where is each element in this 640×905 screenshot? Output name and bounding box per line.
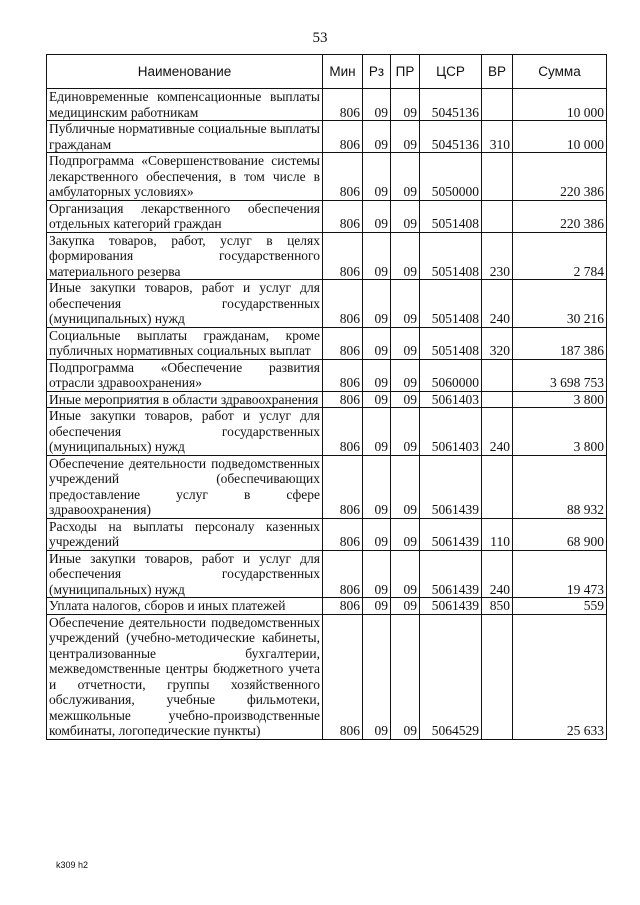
- cell-sum: 559: [513, 598, 607, 615]
- cell-rz: 09: [363, 455, 391, 518]
- table-row: [47, 232, 607, 280]
- table-row: [47, 391, 607, 408]
- cell-pr: 09: [391, 327, 420, 359]
- cell-vr: [482, 359, 513, 391]
- cell-name: Подпрограмма «Обеспечение развития отрасли здравоохранения»: [47, 359, 323, 391]
- budget-table: [46, 54, 607, 740]
- cell-sum: 2 784: [513, 232, 607, 280]
- cell-rz: 09: [363, 359, 391, 391]
- cell-name: Подпрограмма «Совершенствование системы лекарственного обеспечения, в том числе в амбулаторных условиях»: [47, 153, 323, 201]
- cell-sum: 10 000: [513, 89, 607, 121]
- cell-min: 806: [323, 455, 363, 518]
- table-row: [47, 359, 607, 391]
- table-row: [47, 280, 607, 328]
- cell-pr: 09: [391, 550, 420, 598]
- cell-rz: 09: [363, 121, 391, 153]
- cell-rz: 09: [363, 550, 391, 598]
- cell-pr: 09: [391, 391, 420, 408]
- cell-name: Обеспечение деятельности подведомственных учреждений (обеспечивающих предоставление услуг в сфере здравоохранения): [47, 455, 323, 518]
- cell-rz: 09: [363, 232, 391, 280]
- cell-min: 806: [323, 89, 363, 121]
- table-row: [47, 455, 607, 518]
- table-row: [47, 518, 607, 550]
- cell-sum: 3 800: [513, 391, 607, 408]
- cell-pr: 09: [391, 121, 420, 153]
- cell-csr: 5061403: [420, 391, 482, 408]
- cell-pr: 09: [391, 359, 420, 391]
- cell-name: Закупка товаров, работ, услуг в целях формирования государственного материального резерва: [47, 232, 323, 280]
- cell-min: 806: [323, 391, 363, 408]
- cell-name: Социальные выплаты гражданам, кроме публичных нормативных социальных выплат: [47, 327, 323, 359]
- cell-min: 806: [323, 359, 363, 391]
- cell-rz: 09: [363, 327, 391, 359]
- cell-min: 806: [323, 550, 363, 598]
- cell-rz: 09: [363, 598, 391, 615]
- cell-min: 806: [323, 518, 363, 550]
- cell-vr: 320: [482, 327, 513, 359]
- cell-sum: 220 386: [513, 153, 607, 201]
- cell-sum: 187 386: [513, 327, 607, 359]
- cell-sum: 68 900: [513, 518, 607, 550]
- header-csr: ЦСР: [420, 55, 482, 89]
- header-rz: Рз: [363, 55, 391, 89]
- cell-sum: 3 698 753: [513, 359, 607, 391]
- table-row: [47, 327, 607, 359]
- cell-vr: [482, 89, 513, 121]
- header-min: Мин: [323, 55, 363, 89]
- cell-vr: 850: [482, 598, 513, 615]
- cell-csr: 5051408: [420, 327, 482, 359]
- table-row: [47, 89, 607, 121]
- cell-rz: 09: [363, 280, 391, 328]
- cell-vr: [482, 614, 513, 739]
- cell-csr: 5061439: [420, 455, 482, 518]
- table-row: [47, 153, 607, 201]
- cell-name: Уплата налогов, сборов и иных платежей: [47, 598, 323, 615]
- table-row: [47, 614, 607, 739]
- cell-rz: 09: [363, 391, 391, 408]
- cell-name: Расходы на выплаты персоналу казенных учреждений: [47, 518, 323, 550]
- cell-vr: 240: [482, 550, 513, 598]
- cell-vr: 110: [482, 518, 513, 550]
- cell-pr: 09: [391, 614, 420, 739]
- cell-csr: 5064529: [420, 614, 482, 739]
- cell-sum: 19 473: [513, 550, 607, 598]
- cell-min: 806: [323, 408, 363, 456]
- cell-pr: 09: [391, 455, 420, 518]
- table-row: [47, 200, 607, 232]
- table-row: [47, 408, 607, 456]
- cell-vr: [482, 455, 513, 518]
- cell-rz: 09: [363, 614, 391, 739]
- cell-pr: 09: [391, 518, 420, 550]
- cell-csr: 5061439: [420, 518, 482, 550]
- cell-vr: 310: [482, 121, 513, 153]
- header-name: Наименование: [47, 55, 323, 89]
- cell-name: Обеспечение деятельности подведомственных учреждений (учебно-методические кабинеты, централизованные бухгалтерии, межведомственные центры бюджетного учета и отчетности, группы хозяйственного обслуживания, учебные фильмотеки, межшкольные учебно-производственные комбинаты, логопедические пункты): [47, 614, 323, 739]
- table-row: [47, 121, 607, 153]
- cell-csr: 5045136: [420, 121, 482, 153]
- cell-pr: 09: [391, 89, 420, 121]
- cell-name: Публичные нормативные социальные выплаты гражданам: [47, 121, 323, 153]
- cell-rz: 09: [363, 89, 391, 121]
- cell-vr: [482, 391, 513, 408]
- cell-pr: 09: [391, 232, 420, 280]
- cell-vr: 240: [482, 280, 513, 328]
- cell-vr: 230: [482, 232, 513, 280]
- cell-name: Иные мероприятия в области здравоохранения: [47, 391, 323, 408]
- cell-sum: 30 216: [513, 280, 607, 328]
- cell-sum: 88 932: [513, 455, 607, 518]
- cell-rz: 09: [363, 200, 391, 232]
- cell-min: 806: [323, 200, 363, 232]
- cell-pr: 09: [391, 280, 420, 328]
- table-row: [47, 598, 607, 615]
- cell-rz: 09: [363, 153, 391, 201]
- cell-min: 806: [323, 598, 363, 615]
- cell-sum: 10 000: [513, 121, 607, 153]
- header-sum: Сумма: [513, 55, 607, 89]
- page-number: 53: [312, 30, 328, 46]
- table-row: [47, 550, 607, 598]
- table-header-row: [47, 55, 607, 89]
- cell-min: 806: [323, 614, 363, 739]
- cell-rz: 09: [363, 518, 391, 550]
- cell-name: Иные закупки товаров, работ и услуг для обеспечения государственных (муниципальных) нужд: [47, 408, 323, 456]
- cell-min: 806: [323, 153, 363, 201]
- footer-code: k309 h2: [56, 860, 89, 870]
- cell-pr: 09: [391, 408, 420, 456]
- cell-csr: 5051408: [420, 280, 482, 328]
- cell-min: 806: [323, 121, 363, 153]
- cell-name: Иные закупки товаров, работ и услуг для обеспечения государственных (муниципальных) нужд: [47, 280, 323, 328]
- cell-min: 806: [323, 232, 363, 280]
- cell-csr: 5061439: [420, 598, 482, 615]
- cell-csr: 5061439: [420, 550, 482, 598]
- cell-csr: 5060000: [420, 359, 482, 391]
- cell-vr: [482, 153, 513, 201]
- cell-vr: 240: [482, 408, 513, 456]
- cell-sum: 25 633: [513, 614, 607, 739]
- cell-name: Единовременные компенсационные выплаты медицинским работникам: [47, 89, 323, 121]
- cell-csr: 5050000: [420, 153, 482, 201]
- cell-min: 806: [323, 280, 363, 328]
- cell-sum: 3 800: [513, 408, 607, 456]
- cell-csr: 5051408: [420, 232, 482, 280]
- cell-sum: 220 386: [513, 200, 607, 232]
- cell-csr: 5051408: [420, 200, 482, 232]
- cell-pr: 09: [391, 153, 420, 201]
- cell-min: 806: [323, 327, 363, 359]
- header-vr: ВР: [482, 55, 513, 89]
- cell-pr: 09: [391, 200, 420, 232]
- cell-csr: 5045136: [420, 89, 482, 121]
- cell-csr: 5061403: [420, 408, 482, 456]
- cell-pr: 09: [391, 598, 420, 615]
- cell-name: Организация лекарственного обеспечения отдельных категорий граждан: [47, 200, 323, 232]
- cell-name: Иные закупки товаров, работ и услуг для обеспечения государственных (муниципальных) нужд: [47, 550, 323, 598]
- cell-vr: [482, 200, 513, 232]
- cell-rz: 09: [363, 408, 391, 456]
- header-pr: ПР: [391, 55, 420, 89]
